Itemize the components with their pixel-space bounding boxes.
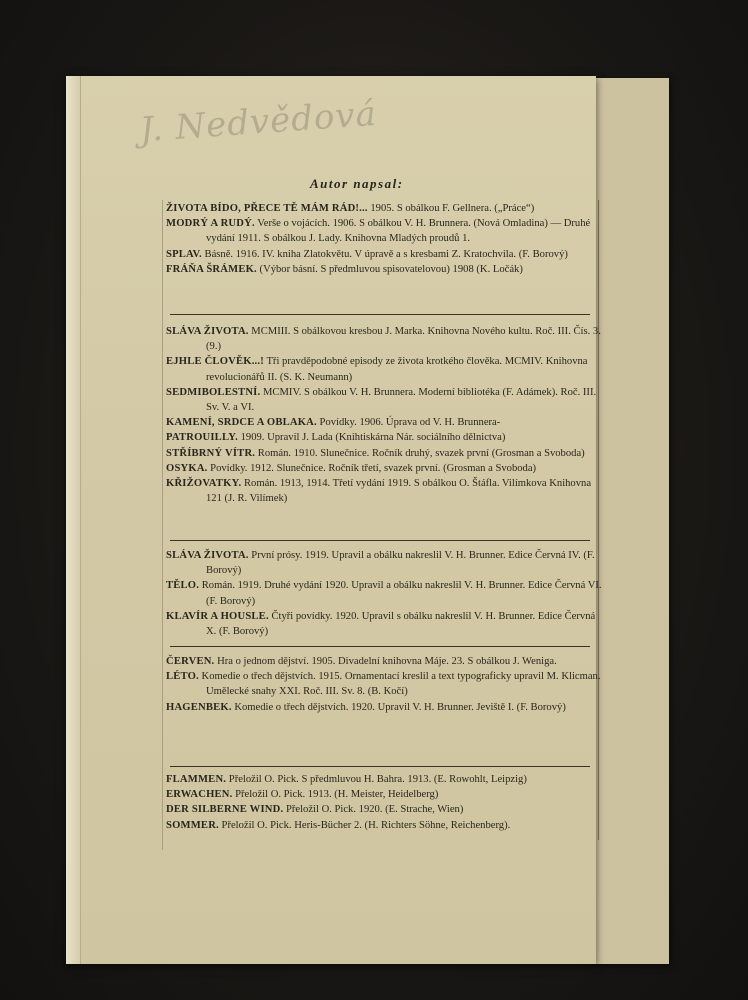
divider <box>170 766 590 767</box>
list-item: STŘÍBRNÝ VÍTR. Román. 1910. Slunečnice. Ročník druhý, svazek první (Grosman a Svoboda) <box>166 447 585 459</box>
group-translations <box>166 772 602 833</box>
list-item: OSYKA. Povídky. 1912. Slunečnice. Ročník třetí, svazek první. (Grosman a Svoboda) <box>166 462 537 474</box>
list-item: LÉTO. Komedie o třech dějstvích. 1915. Ornamentací kreslil a text typograficky upravil M. Klicman. Umělecké snahy XXI. Roč. III. Sv. 8. (B. Kočí) <box>166 671 601 698</box>
list-item: ERWACHEN. Přeložil O. Pick. 1913. (H. Meister, Heidelberg) <box>166 789 439 801</box>
list-item: ČERVEN. Hra o jednom dějství. 1905. Divadelní knihovna Máje. 23. S obálkou J. Weniga. <box>166 656 557 667</box>
list-heading: Autor napsal: <box>310 176 404 191</box>
list-item: SLÁVA ŽIVOTA. MCMIII. S obálkovou kresbou J. Marka. Knihovna Nového kultu. Roč. III. Čís. 3. (9.) <box>166 326 601 353</box>
paste-edge-right <box>598 200 599 840</box>
list-item: SOMMER. Přeložil O. Pick. Heris-Bücher 2. (H. Richters Söhne, Reichenberg). <box>166 819 511 831</box>
list-item: HAGENBEK. Komedie o třech dějstvích. 1920. Upravil V. H. Brunner. Jeviště I. (F. Borový) <box>166 701 566 713</box>
list-item: EJHLE ČLOVĚK...! Tři pravděpodobné episody ze života krotkého člověka. MCMIV. Knihovna revolucionářů II. (S. K. Neumann) <box>166 356 588 383</box>
list-item: TĚLO. Román. 1919. Druhé vydání 1920. Upravil a obálku nakreslil V. H. Brunner. Edice Červná VI. (F. Borový) <box>166 580 602 607</box>
list-item: DER SILBERNE WIND. Přeložil O. Pick. 1920. (E. Strache, Wien) <box>166 804 464 816</box>
list-item: FLAMMEN. Přeložil O. Pick. S předmluvou H. Bahra. 1913. (E. Rowohlt, Leipzig) <box>166 774 527 785</box>
list-item: SLÁVA ŽIVOTA. První prósy. 1919. Upravil a obálku nakreslil V. H. Brunner. Edice Červná IV. (F. Borový) <box>166 550 595 577</box>
handwritten-signature: J. Nedvědová <box>138 93 379 151</box>
list-item: ŽIVOTA BÍDO, PŘECE TĚ MÁM RÁD!... 1905. S obálkou F. Gellnera. („Práce“) <box>166 203 535 214</box>
list-item: KLAVÍR A HOUSLE. Čtyři povídky. 1920. Upravil s obálku nakreslil V. H. Brunner. Edice Červná X. (F. Borový) <box>166 610 596 638</box>
divider <box>170 314 590 315</box>
group-prose-early <box>166 324 602 506</box>
list-item: KŘIŽOVATKY. Román. 1913, 1914. Třetí vydání 1919. S obálkou O. Štáfla. Vilímkova Knihovna 121 (J. R. Vilímek) <box>166 478 592 505</box>
divider <box>170 646 590 647</box>
divider <box>170 540 590 541</box>
page-torn-edge <box>66 76 81 964</box>
paste-edge-left <box>162 200 163 850</box>
list-item: SPLAV. Básně. 1916. IV. kniha Zlatokvětu. V úpravě a s kresbami Z. Kratochvila. (F. Borový) <box>166 248 568 260</box>
group-drama <box>166 654 602 715</box>
group-prose-late <box>166 548 602 639</box>
list-item: SEDMIBOLESTNÍ. MCMIV. S obálkou V. H. Brunnera. Moderní bibliotéka (F. Adámek). Roč. III. Sv. V. a VI. <box>166 386 597 414</box>
list-item: PATROUILLY. 1909. Upravil J. Lada (Knihtiskárna Nár. sociálního dělnictva) <box>166 432 506 444</box>
list-item: FRÁŇA ŠRÁMEK. (Výbor básní. S předmluvou spisovatelovou) 1908 (K. Ločák) <box>166 263 523 275</box>
list-item: KAMENÍ, SRDCE A OBLAKA. Povídky. 1906. Úprava od V. H. Brunnera- <box>166 417 501 429</box>
list-item: MODRÝ A RUDÝ. Verše o vojácích. 1906. S obálkou V. H. Brunnera. (Nová Omladina) — Druhé vydání 1911. S obálkou J. Lady. Knihovna Mladých proudů 1. <box>166 218 591 245</box>
group-poetry <box>166 201 602 277</box>
